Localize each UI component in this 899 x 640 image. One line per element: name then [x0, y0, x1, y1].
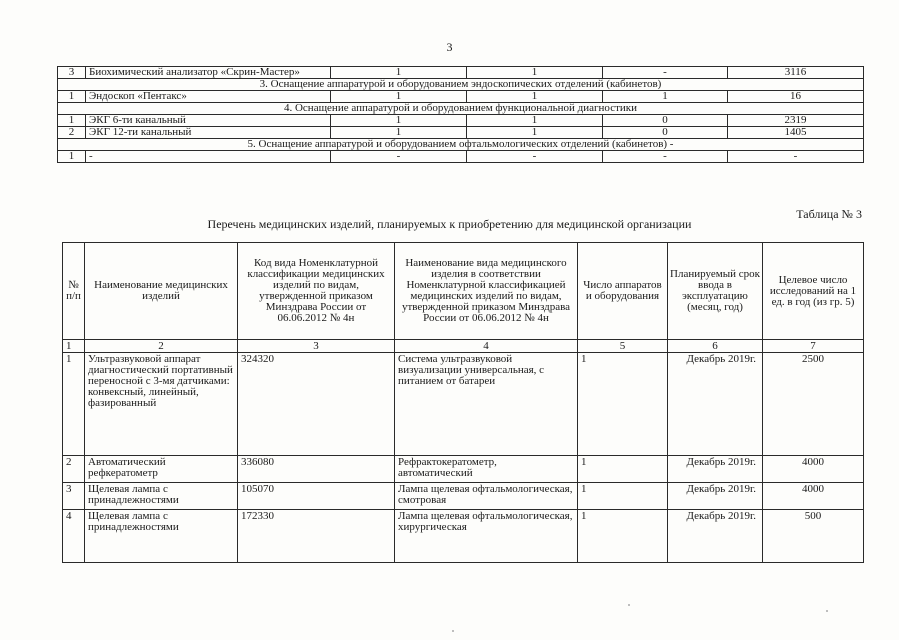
table-row: [63, 483, 864, 510]
cell-value: 1: [331, 127, 467, 139]
page-number: 3: [446, 40, 453, 54]
device-name: Эндоскоп «Пентакс»: [86, 91, 331, 103]
table-row: [58, 151, 864, 163]
column-index-row: [63, 340, 864, 353]
device-name: Автоматический рефкератометр: [85, 456, 238, 483]
row-number: 1: [58, 91, 86, 103]
cell-value: 1405: [728, 127, 864, 139]
table-row: [63, 456, 864, 483]
row-number: 3: [63, 483, 85, 510]
cell-value: 1: [603, 91, 728, 103]
device-name: -: [86, 151, 331, 163]
device-name: ЭКГ 6-ти канальный: [86, 115, 331, 127]
cell-value: -: [467, 151, 603, 163]
table-row: [58, 115, 864, 127]
cell-value: 1: [467, 67, 603, 79]
row-number: 4: [63, 510, 85, 563]
column-index: 6: [668, 340, 763, 353]
cell-value: 1: [331, 91, 467, 103]
device-name: Биохимический анализатор «Скрин-Мастер»: [86, 67, 331, 79]
classification-code: 105070: [238, 483, 395, 510]
row-number: 1: [63, 353, 85, 456]
device-name: Щелевая лампа с принадлежностями: [85, 510, 238, 563]
target-studies: 4000: [763, 456, 864, 483]
cell-value: 3116: [728, 67, 864, 79]
header-cell: Код вида Номенклатурной классификации медицинских изделий по видам, утвержденной приказом Минздрава России от 06.06.2012 № 4н: [238, 243, 395, 340]
column-index: 3: [238, 340, 395, 353]
device-kind-name: Рефрактокератометр, автоматический: [395, 456, 578, 483]
cell-value: 16: [728, 91, 864, 103]
target-studies: 2500: [763, 353, 864, 456]
row-number: 1: [58, 115, 86, 127]
commissioning-date: Декабрь 2019г.: [668, 456, 763, 483]
device-kind-name: Лампа щелевая офтальмологическая, хирургическая: [395, 510, 578, 563]
header-cell: Наименование вида медицинского изделия в соответствии Номенклатурной классификацией медицинских изделий по видам, утвержденной приказом Минздрава России от 06.06.2012 № 4н: [395, 243, 578, 340]
table-row: [63, 353, 864, 456]
classification-code: 324320: [238, 353, 395, 456]
table-row: [58, 91, 864, 103]
column-index: 4: [395, 340, 578, 353]
classification-code: 336080: [238, 456, 395, 483]
section-row: [58, 103, 864, 115]
device-name: Щелевая лампа с принадлежностями: [85, 483, 238, 510]
table-caption: Перечень медицинских изделий, планируемых к приобретению для медицинской организации: [207, 217, 692, 231]
section-title: 3. Оснащение аппаратурой и оборудованием эндоскопических отделений (кабинетов): [58, 79, 864, 91]
equipment-table-top: [57, 66, 864, 163]
device-count: 1: [578, 353, 668, 456]
classification-code: 172330: [238, 510, 395, 563]
cell-value: 1: [331, 115, 467, 127]
section-row: [58, 139, 864, 151]
cell-value: 1: [467, 127, 603, 139]
table-row: [58, 67, 864, 79]
device-count: 1: [578, 510, 668, 563]
cell-value: -: [728, 151, 864, 163]
header-cell: Число аппаратов и оборудования: [578, 243, 668, 340]
cell-value: 2319: [728, 115, 864, 127]
cell-value: -: [331, 151, 467, 163]
row-number: 2: [63, 456, 85, 483]
device-count: 1: [578, 483, 668, 510]
table-header-row: [63, 243, 864, 340]
table-label: Таблица № 3: [796, 207, 862, 221]
device-kind-name: Лампа щелевая офтальмологическая, смотровая: [395, 483, 578, 510]
column-index: 5: [578, 340, 668, 353]
section-title: 5. Оснащение аппаратурой и оборудованием офтальмологических отделений (кабинетов) -: [58, 139, 864, 151]
table-row: [58, 127, 864, 139]
cell-value: 0: [603, 115, 728, 127]
header-cell: Наименование медицинских изделий: [85, 243, 238, 340]
header-cell: Целевое число исследований на 1 ед. в год (из гр. 5): [763, 243, 864, 340]
device-name: Ультразвуковой аппарат диагностический портативный переносной с 3-мя датчиками: конвексный, линейный, фазированный: [85, 353, 238, 456]
commissioning-date: Декабрь 2019г.: [668, 483, 763, 510]
column-index: 2: [85, 340, 238, 353]
device-count: 1: [578, 456, 668, 483]
row-number: 2: [58, 127, 86, 139]
commissioning-date: Декабрь 2019г.: [668, 353, 763, 456]
planned-devices-table: [62, 242, 864, 563]
table-row: [63, 510, 864, 563]
target-studies: 500: [763, 510, 864, 563]
row-number: 3: [58, 67, 86, 79]
device-name: ЭКГ 12-ти канальный: [86, 127, 331, 139]
section-title: 4. Оснащение аппаратурой и оборудованием функциональной диагностики: [58, 103, 864, 115]
column-index: 1: [63, 340, 85, 353]
cell-value: 1: [467, 115, 603, 127]
column-index: 7: [763, 340, 864, 353]
device-kind-name: Система ультразвуковой визуализации универсальная, с питанием от батареи: [395, 353, 578, 456]
cell-value: 1: [467, 91, 603, 103]
section-row: [58, 79, 864, 91]
cell-value: 0: [603, 127, 728, 139]
cell-value: -: [603, 151, 728, 163]
commissioning-date: Декабрь 2019г.: [668, 510, 763, 563]
cell-value: 1: [331, 67, 467, 79]
header-cell: № п/п: [63, 243, 85, 340]
cell-value: -: [603, 67, 728, 79]
row-number: 1: [58, 151, 86, 163]
header-cell: Планируемый срок ввода в эксплуатацию (месяц, год): [668, 243, 763, 340]
target-studies: 4000: [763, 483, 864, 510]
